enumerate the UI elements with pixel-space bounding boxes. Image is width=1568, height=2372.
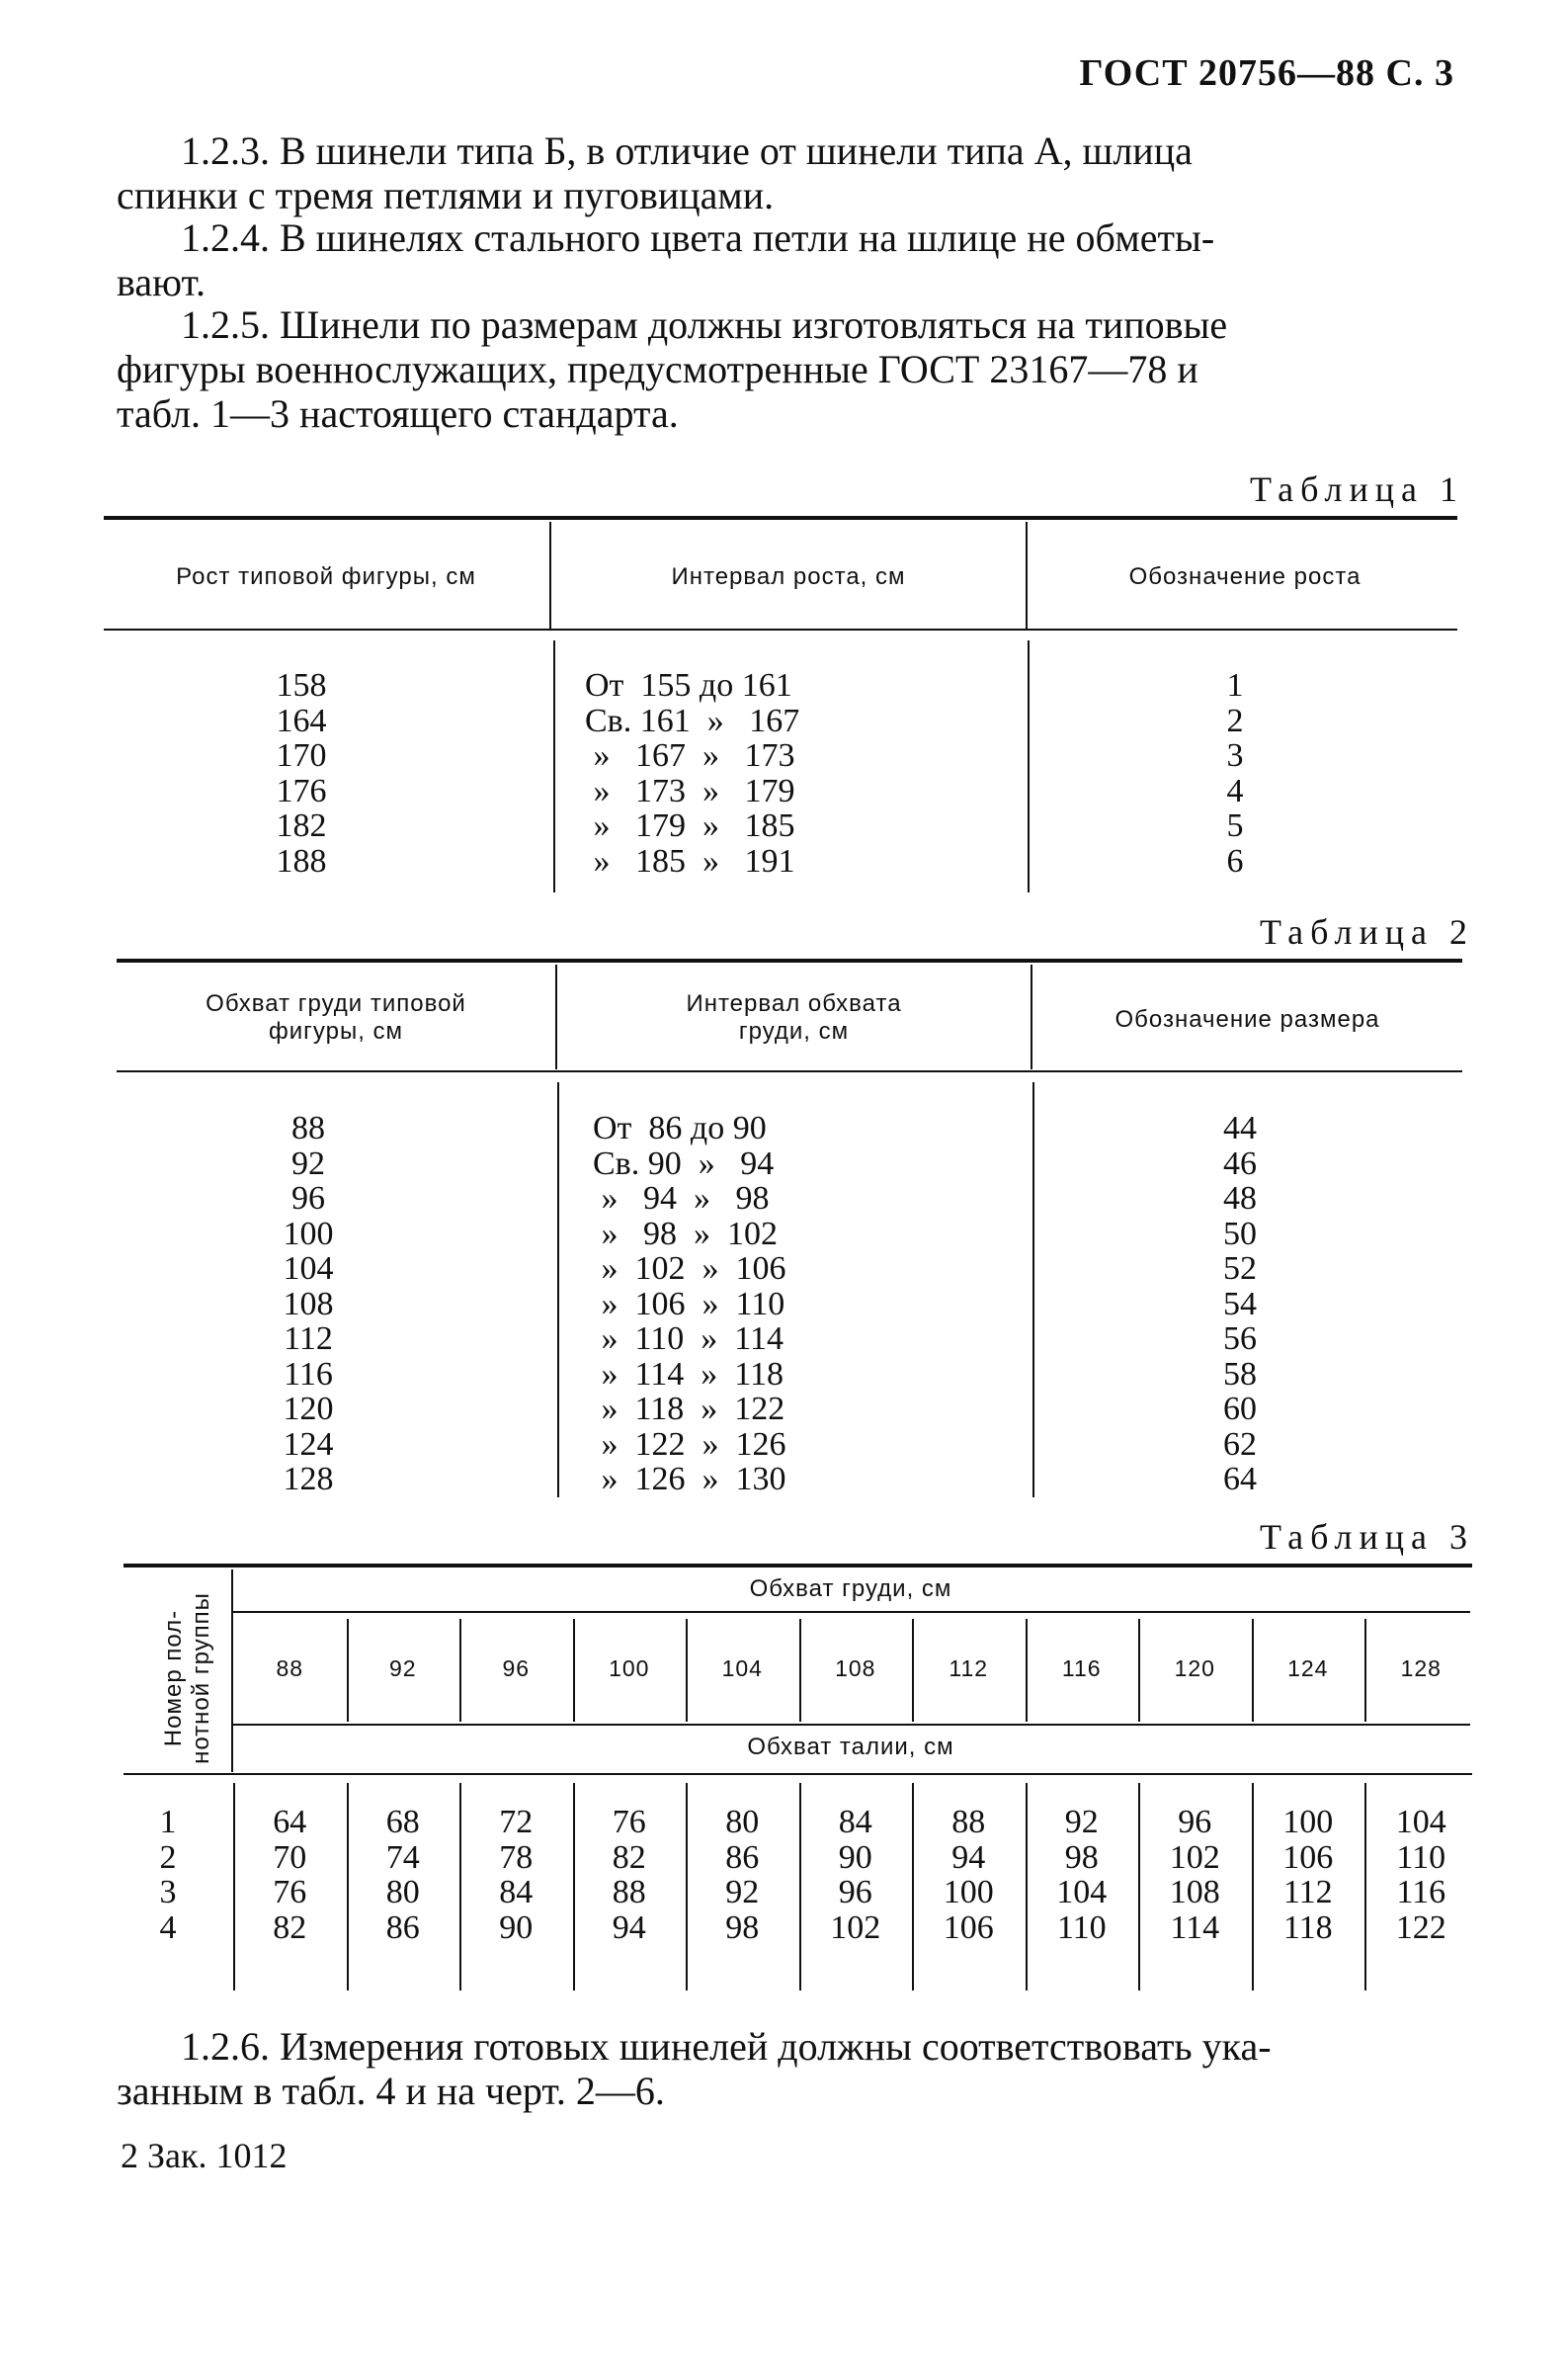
table-cell: 104 bbox=[283, 1250, 334, 1287]
table-cell: 158 bbox=[276, 667, 327, 704]
table-cell: » 167 » 173 bbox=[585, 737, 795, 774]
table-cell: 102 bbox=[1169, 1838, 1220, 1876]
table3-vline bbox=[912, 1783, 914, 1991]
table1-vline bbox=[1028, 640, 1030, 892]
table2-header-interval bbox=[557, 990, 1031, 1046]
table1-header-rule bbox=[104, 629, 1457, 631]
paragraph-line: 1.2.6. Измерения готовых шинелей должны соответствовать ука- bbox=[181, 2024, 1272, 2069]
table3-vline bbox=[1364, 1783, 1366, 1991]
table2-caption: Таблица 2 bbox=[1260, 912, 1474, 952]
table-cell: 84 bbox=[499, 1874, 534, 1910]
table-cell: 46 bbox=[1223, 1144, 1257, 1182]
paragraph-1-2-5 bbox=[117, 302, 1460, 436]
table-cell: 112 bbox=[284, 1320, 333, 1357]
table3-vline bbox=[233, 1783, 235, 1991]
table-cell: 98 bbox=[1064, 1838, 1099, 1876]
table-cell: 100 bbox=[1282, 1804, 1334, 1840]
table-cell: 78 bbox=[499, 1838, 534, 1876]
table3-waist-header: Обхват талии, см bbox=[747, 1734, 954, 1760]
header-line: Обхват груди типовой bbox=[206, 990, 466, 1017]
table3-waist-column bbox=[573, 1805, 687, 1945]
table-cell: 114 bbox=[1170, 1908, 1220, 1946]
table3-waist-column bbox=[459, 1805, 573, 1945]
table1-col-interval bbox=[585, 668, 881, 879]
table-cell: » 94 » 98 bbox=[593, 1180, 770, 1217]
table-cell: 112 bbox=[1282, 1874, 1333, 1910]
table-cell: » 114 » 118 bbox=[593, 1355, 784, 1393]
table-cell: 182 bbox=[276, 807, 327, 844]
table-cell: 92 bbox=[725, 1874, 760, 1910]
table-cell: 106 bbox=[1282, 1838, 1334, 1876]
table2-vline bbox=[557, 1082, 559, 1497]
page-footer: 2 Зак. 1012 bbox=[121, 2136, 288, 2175]
table3-chest-value: 100 bbox=[609, 1655, 650, 1681]
table1-col-designation bbox=[1196, 668, 1275, 879]
table3-vline bbox=[347, 1783, 349, 1991]
table-cell: 4 bbox=[1226, 772, 1244, 809]
table2-vline bbox=[1032, 1082, 1034, 1497]
table-cell: » 122 » 126 bbox=[593, 1425, 786, 1463]
header-line: фигуры, см bbox=[268, 1018, 404, 1045]
table3-chest-value: 104 bbox=[721, 1655, 763, 1681]
table3-vline bbox=[1026, 1619, 1028, 1722]
table3-chest-rule bbox=[233, 1611, 1470, 1613]
table-cell: 76 bbox=[612, 1804, 646, 1840]
table-cell: 90 bbox=[838, 1838, 872, 1876]
table-cell: 68 bbox=[385, 1804, 420, 1840]
table-cell: 2 bbox=[159, 1838, 177, 1876]
paragraph-line: занным в табл. 4 и на черт. 2—6. bbox=[117, 2069, 665, 2113]
table-cell: 44 bbox=[1223, 1110, 1257, 1146]
table-cell: 74 bbox=[385, 1838, 420, 1876]
table-cell: 120 bbox=[283, 1391, 334, 1427]
table-cell: 50 bbox=[1223, 1215, 1257, 1252]
table-cell: 1 bbox=[1226, 667, 1244, 704]
header-line: нотной группы bbox=[188, 1592, 214, 1764]
table-cell: 164 bbox=[276, 702, 327, 739]
table3-vline bbox=[573, 1619, 575, 1722]
table1-col-height bbox=[247, 668, 356, 879]
table1-header-height: Рост типовой фигуры, см bbox=[176, 563, 476, 590]
table-cell: Св. 161 » 167 bbox=[585, 702, 800, 739]
table-cell: » 106 » 110 bbox=[593, 1285, 785, 1322]
table-cell: 3 bbox=[1226, 737, 1244, 774]
table-cell: 110 bbox=[1396, 1838, 1446, 1876]
table3-waist-rule bbox=[233, 1724, 1470, 1726]
table-cell: 70 bbox=[273, 1838, 307, 1876]
table3-caption: Таблица 3 bbox=[1260, 1517, 1474, 1557]
table3-waist-column bbox=[347, 1805, 460, 1945]
table3-chest-header: Обхват груди, см bbox=[749, 1575, 952, 1602]
table-cell: 76 bbox=[273, 1874, 307, 1910]
table-cell: 92 bbox=[291, 1144, 325, 1182]
table3-group-header bbox=[148, 1571, 227, 1769]
table2-header-rule bbox=[117, 1070, 1462, 1072]
table-cell: 104 bbox=[1395, 1804, 1446, 1840]
paragraph-1-2-4 bbox=[117, 215, 1460, 304]
table-cell: 86 bbox=[725, 1838, 760, 1876]
table-cell: 96 bbox=[1178, 1804, 1212, 1840]
table-cell: 64 bbox=[273, 1804, 307, 1840]
table-cell: 128 bbox=[283, 1461, 334, 1497]
table3-waist-column bbox=[1364, 1805, 1478, 1945]
table3-waist-column bbox=[912, 1805, 1026, 1945]
table-cell: 5 bbox=[1226, 807, 1244, 844]
table-cell: 94 bbox=[951, 1838, 986, 1876]
table3-header-rule bbox=[124, 1773, 1472, 1775]
table3-vline bbox=[573, 1783, 575, 1991]
table2-header-size: Обозначение размера bbox=[1114, 1006, 1380, 1033]
table-cell: 110 bbox=[1056, 1908, 1107, 1946]
paragraph-line: 1.2.4. В шинелях стального цвета петли на шлице не обметы- bbox=[181, 215, 1215, 260]
table3-vline bbox=[1364, 1619, 1366, 1722]
paragraph-line: табл. 1—3 настоящего стандарта. bbox=[117, 391, 679, 436]
table3-waist-column bbox=[799, 1805, 913, 1945]
table2-col-chest bbox=[259, 1111, 358, 1497]
table-cell: 48 bbox=[1223, 1180, 1257, 1217]
table3-vline bbox=[1252, 1783, 1254, 1991]
table-cell: 116 bbox=[284, 1355, 333, 1393]
table3-vline bbox=[347, 1619, 349, 1722]
table2-header-chest bbox=[117, 990, 555, 1046]
table-cell: » 126 » 130 bbox=[593, 1461, 786, 1497]
table3-vline bbox=[1026, 1783, 1028, 1991]
table-cell: 90 bbox=[499, 1908, 534, 1946]
table-cell: 106 bbox=[943, 1908, 994, 1946]
paragraph-1-2-6 bbox=[117, 2024, 1460, 2113]
table2-col-size bbox=[1191, 1111, 1289, 1497]
table-cell: 104 bbox=[1056, 1874, 1108, 1910]
paragraph-line: вают. bbox=[117, 260, 206, 304]
table1-vline bbox=[553, 640, 555, 892]
paragraph-line: фигуры военнослужащих, предусмотренные ГОСТ 23167—78 и bbox=[117, 347, 1198, 391]
table-cell: 108 bbox=[1169, 1874, 1220, 1910]
table-cell: 60 bbox=[1223, 1391, 1257, 1427]
table-cell: 170 bbox=[276, 737, 327, 774]
table-cell: 102 bbox=[830, 1908, 881, 1946]
table-cell: 62 bbox=[1223, 1425, 1257, 1463]
table3-chest-value: 120 bbox=[1174, 1655, 1215, 1681]
table3-chest-value: 88 bbox=[276, 1655, 304, 1681]
header-line: Интервал обхвата bbox=[686, 990, 902, 1017]
table-cell: Св. 90 » 94 bbox=[593, 1144, 775, 1182]
table-cell: 2 bbox=[1226, 702, 1244, 739]
table-cell: » 98 » 102 bbox=[593, 1215, 778, 1252]
table-cell: 124 bbox=[283, 1425, 334, 1463]
table3-vline bbox=[686, 1619, 688, 1722]
table3-chest-value: 92 bbox=[388, 1655, 417, 1681]
table-cell: 58 bbox=[1223, 1355, 1257, 1393]
table-cell: 80 bbox=[725, 1804, 760, 1840]
table-cell: » 110 » 114 bbox=[593, 1320, 784, 1357]
table-cell: 80 bbox=[385, 1874, 420, 1910]
table-cell: » 102 » 106 bbox=[593, 1250, 786, 1287]
paragraph-1-2-3 bbox=[117, 128, 1460, 217]
table-cell: 116 bbox=[1396, 1874, 1446, 1910]
table3-vline bbox=[1138, 1783, 1140, 1991]
table-cell: » 179 » 185 bbox=[585, 807, 795, 844]
table-cell: 188 bbox=[276, 842, 327, 880]
table-cell: 88 bbox=[612, 1874, 646, 1910]
table-cell: 82 bbox=[273, 1908, 307, 1946]
table3-chest-value: 124 bbox=[1287, 1655, 1329, 1681]
table-cell: 1 bbox=[159, 1804, 177, 1840]
table-cell: От 155 до 161 bbox=[585, 667, 792, 704]
table-cell: 88 bbox=[951, 1804, 986, 1840]
paragraph-line: 1.2.3. В шинели типа Б, в отличие от шинели типа А, шлица bbox=[181, 128, 1193, 173]
table-cell: 94 bbox=[612, 1908, 646, 1946]
table-cell: 84 bbox=[838, 1804, 872, 1840]
table-cell: 108 bbox=[283, 1285, 334, 1322]
header-line: Номер пол- bbox=[160, 1609, 187, 1747]
table-cell: 64 bbox=[1223, 1461, 1257, 1497]
table-cell: 56 bbox=[1223, 1320, 1257, 1357]
table-cell: 92 bbox=[1064, 1804, 1099, 1840]
table-cell: » 173 » 179 bbox=[585, 772, 795, 809]
table3-vline bbox=[1252, 1619, 1254, 1722]
table-cell: 86 bbox=[385, 1908, 420, 1946]
table-cell: 4 bbox=[159, 1908, 177, 1946]
table-cell: 54 bbox=[1223, 1285, 1257, 1322]
table-cell: 82 bbox=[612, 1838, 646, 1876]
table3-chest-value: 128 bbox=[1400, 1655, 1442, 1681]
table3-vline bbox=[459, 1619, 461, 1722]
table-cell: 122 bbox=[1395, 1908, 1446, 1946]
paragraph-line: 1.2.5. Шинели по размерам должны изготовляться на типовые bbox=[181, 302, 1228, 347]
table3-waist-column bbox=[686, 1805, 799, 1945]
table3-chest-value: 116 bbox=[1061, 1655, 1102, 1681]
table1-header-interval: Интервал роста, см bbox=[671, 563, 906, 590]
table3-col-group bbox=[143, 1805, 193, 1945]
table-cell: 100 bbox=[283, 1215, 334, 1252]
table-cell: 100 bbox=[943, 1874, 994, 1910]
table-cell: 52 bbox=[1223, 1250, 1257, 1287]
table-cell: 88 bbox=[291, 1110, 325, 1146]
table-cell: 176 bbox=[276, 772, 327, 809]
table-cell: » 118 » 122 bbox=[593, 1391, 785, 1427]
header-line: груди, см bbox=[738, 1018, 850, 1045]
table3-vline bbox=[686, 1783, 688, 1991]
table3-vline bbox=[799, 1619, 801, 1722]
table-cell: 96 bbox=[838, 1874, 872, 1910]
table-cell: 3 bbox=[159, 1874, 177, 1910]
table3-chest-value: 112 bbox=[949, 1655, 989, 1681]
table2-col-interval bbox=[593, 1111, 889, 1497]
page-header: ГОСТ 20756—88 С. 3 bbox=[1079, 52, 1454, 94]
table-cell: 72 bbox=[499, 1804, 534, 1840]
table3-waist-column bbox=[1252, 1805, 1365, 1945]
table3-vline bbox=[1138, 1619, 1140, 1722]
table-cell: 96 bbox=[291, 1180, 325, 1217]
table3-vline bbox=[912, 1619, 914, 1722]
table-cell: 98 bbox=[725, 1908, 760, 1946]
table3-waist-column bbox=[233, 1805, 347, 1945]
table3-waist-column bbox=[1026, 1805, 1139, 1945]
table-cell: От 86 до 90 bbox=[593, 1110, 767, 1146]
table-cell: » 185 » 191 bbox=[585, 842, 795, 880]
table1-header-designation: Обозначение роста bbox=[1128, 563, 1362, 590]
table3-top-rule bbox=[124, 1564, 1472, 1567]
table3-waist-column bbox=[1138, 1805, 1252, 1945]
table1-top-rule bbox=[104, 516, 1457, 520]
table1-caption: Таблица 1 bbox=[1250, 469, 1464, 509]
table3-vline bbox=[459, 1783, 461, 1991]
table-cell: 118 bbox=[1282, 1908, 1333, 1946]
table3-vline bbox=[799, 1783, 801, 1991]
table2-top-rule bbox=[117, 959, 1462, 963]
table3-chest-value: 96 bbox=[502, 1655, 531, 1681]
table-cell: 6 bbox=[1226, 842, 1244, 880]
table3-chest-value: 108 bbox=[835, 1655, 876, 1681]
paragraph-line: спинки с тремя петлями и пуговицами. bbox=[117, 173, 775, 217]
